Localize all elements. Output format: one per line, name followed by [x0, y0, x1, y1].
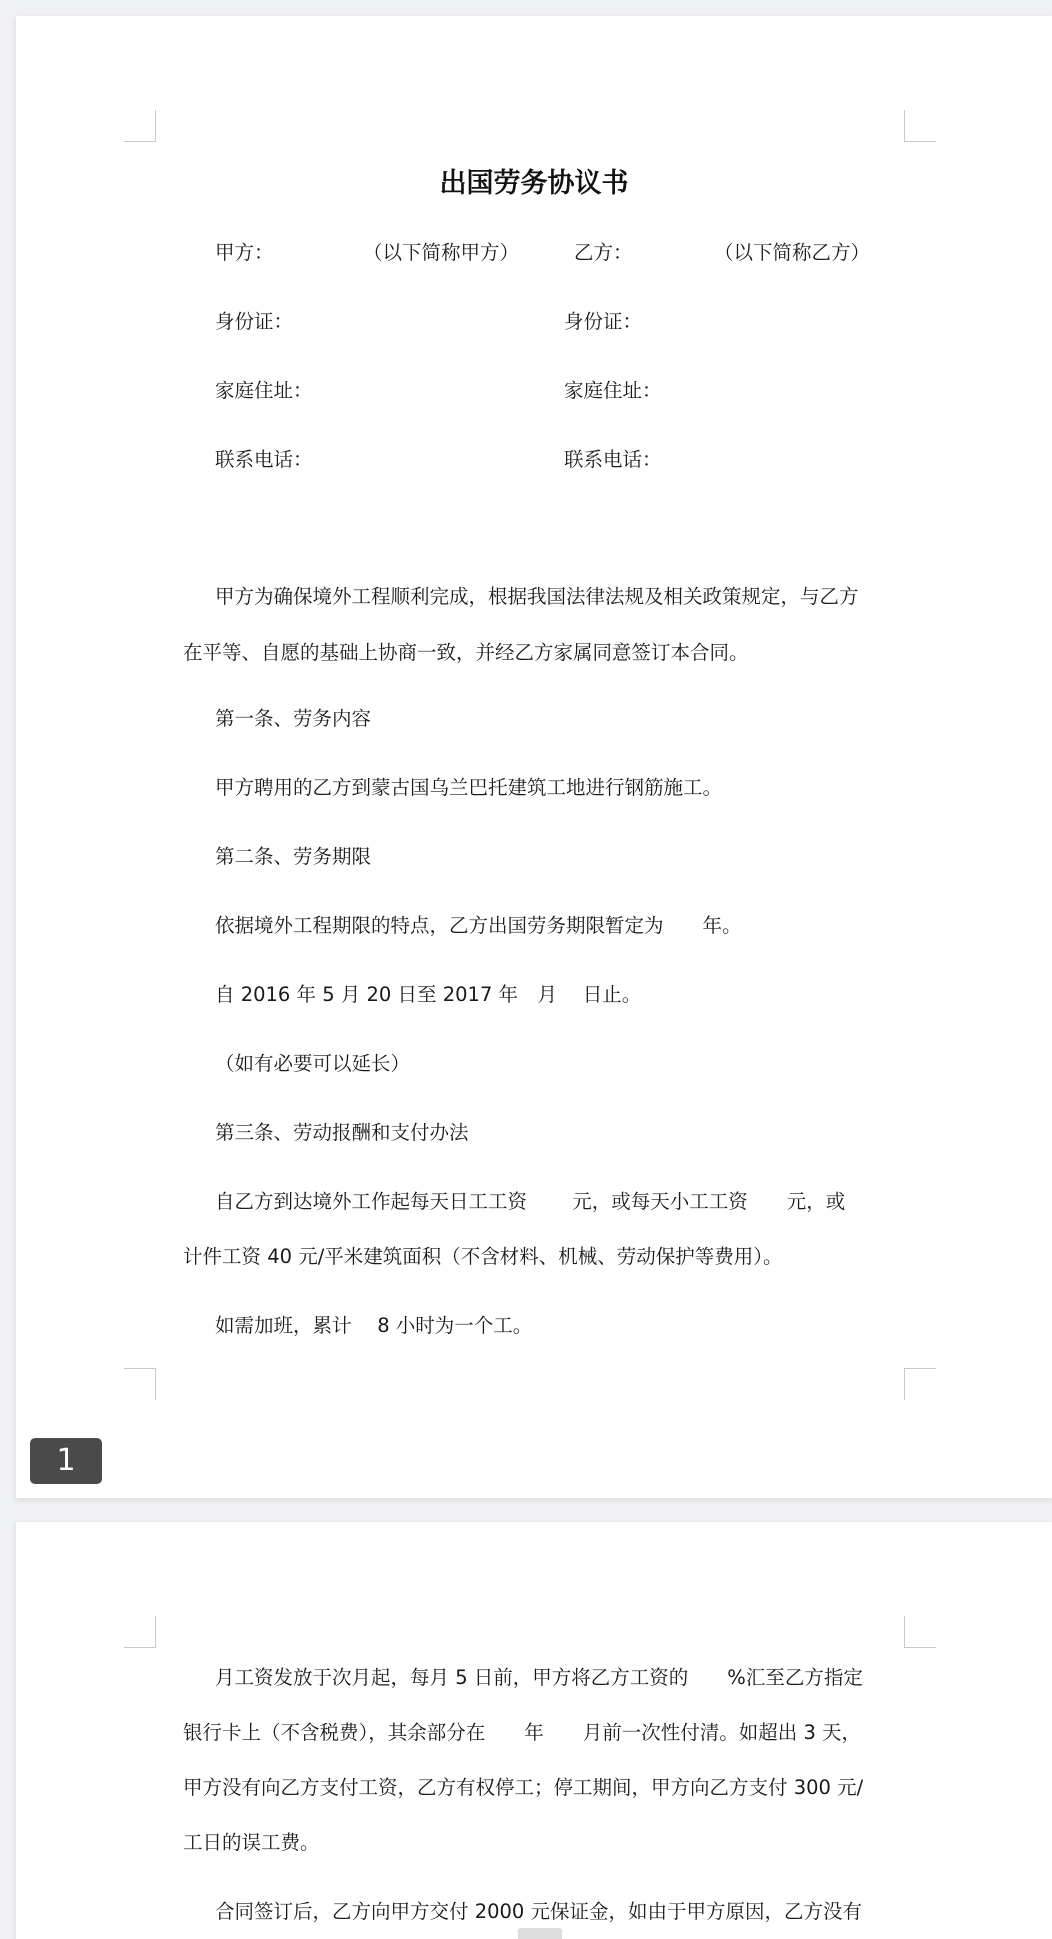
- article-2-title: 第二条、劳务期限: [215, 845, 372, 868]
- article-1-body: 甲方聘用的乙方到蒙古国乌兰巴托建筑工地进行钢筋施工。: [215, 776, 723, 799]
- article-1-title: 第一条、劳务内容: [215, 707, 372, 730]
- intro-line-2: 在平等、自愿的基础上协商一致，并经乙方家属同意签订本合同。: [183, 641, 749, 664]
- margin-corner-top-left: [124, 110, 156, 142]
- margin-corner-top-right: [904, 110, 936, 142]
- party-b-phone-label: 联系电话：: [564, 448, 662, 471]
- page-2-line-1: 月工资发放于次月起，每月 5 日前，甲方将乙方工资的 %汇至乙方指定: [215, 1666, 863, 1689]
- party-a-label: 甲方：: [215, 241, 274, 264]
- article-3-line-1: 自乙方到达境外工作起每天日工工资 元，或每天小工工资 元，或: [215, 1190, 846, 1213]
- margin-corner-bottom-left: [124, 1368, 156, 1400]
- margin-corner-top-right: [904, 1616, 936, 1648]
- party-b-note: （以下简称乙方）: [714, 241, 871, 264]
- page-number-badge: 1: [30, 1438, 102, 1484]
- party-a-id-label: 身份证：: [215, 310, 294, 333]
- article-3-line-2: 计件工资 40 元/平米建筑面积（不含材料、机械、劳动保护等费用）。: [183, 1245, 783, 1268]
- article-2-line-2: 自 2016 年 5 月 20 日至 2017 年 月 日止。: [215, 983, 642, 1006]
- article-2-line-1: 依据境外工程期限的特点，乙方出国劳务期限暂定为 年。: [215, 914, 742, 937]
- document-page-1: [16, 16, 1052, 1498]
- article-2-line-3: （如有必要可以延长）: [215, 1052, 411, 1075]
- intro-line-1: 甲方为确保境外工程顺利完成，根据我国法律法规及相关政策规定，与乙方: [215, 585, 859, 608]
- article-3-line-3: 如需加班，累计 8 小时为一个工。: [215, 1314, 533, 1337]
- margin-corner-top-left: [124, 1616, 156, 1648]
- party-b-id-label: 身份证：: [564, 310, 643, 333]
- document-title: 出国劳务协议书: [439, 168, 629, 199]
- party-b-address-label: 家庭住址：: [564, 379, 662, 402]
- party-a-note: （以下简称甲方）: [363, 241, 520, 264]
- document-page-2: [16, 1522, 1052, 1939]
- party-b-label: 乙方：: [574, 241, 633, 264]
- party-a-phone-label: 联系电话：: [215, 448, 313, 471]
- page-2-line-2: 银行卡上（不含税费），其余部分在 年 月前一次性付清。如超出 3 天，: [183, 1721, 862, 1744]
- page-2-line-5: 合同签订后，乙方向甲方交付 2000 元保证金，如由于甲方原因，乙方没有: [215, 1900, 863, 1923]
- page-2-line-4: 工日的误工费。: [183, 1831, 320, 1854]
- page-2-line-3: 甲方没有向乙方支付工资，乙方有权停工；停工期间，甲方向乙方支付 300 元/: [183, 1776, 864, 1799]
- party-a-address-label: 家庭住址：: [215, 379, 313, 402]
- article-3-title: 第三条、劳动报酬和支付办法: [215, 1121, 469, 1144]
- margin-corner-bottom-right: [904, 1368, 936, 1400]
- scroll-handle[interactable]: [518, 1928, 562, 1939]
